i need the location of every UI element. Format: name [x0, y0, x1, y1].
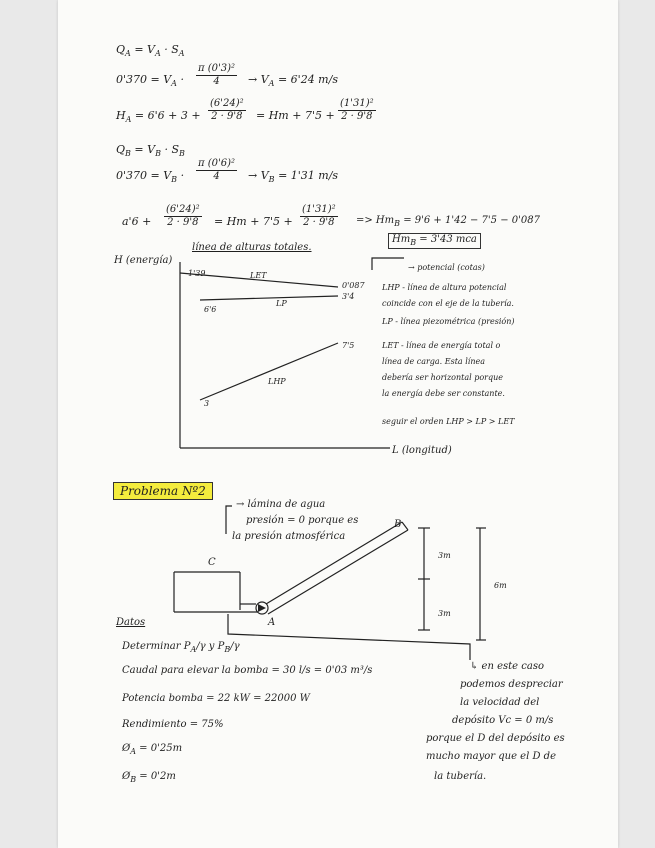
datos-heading: Datos [116, 617, 146, 628]
side-5: porque el D del depósito es [426, 733, 565, 744]
eq-energy-right: => $Hm_B = 9'6 + 1'42 - 7'5 - 0'087$ [356, 215, 540, 228]
annotation-1: → lámina de agua [236, 499, 326, 510]
graph-title: línea de alturas totales. [192, 242, 312, 253]
eq-energy-fraction-1: $\frac{\text{(6'24)²}}{2 \cdot 9'8}$ [166, 204, 200, 228]
note-7: la energía debe ser constante. [382, 389, 505, 398]
label-c: C [208, 557, 216, 568]
eq-ha-fraction-2: $\frac{\text{(1'31)²}}{2 \cdot 9'8}$ [340, 98, 374, 122]
datos-line-4: Rendimiento = 75% [122, 719, 224, 730]
eq-vb-left: $0'370 = V_B$ · [116, 169, 185, 185]
note-6: debería ser horizontal porque [382, 373, 504, 382]
eq-va-fraction: $\frac{\text{π (0'3)²}}{4}$ [198, 63, 236, 87]
eq-va-result: → $V_A = 6'24$ m/s [248, 73, 338, 89]
graph-val-139: 1'39 [188, 269, 206, 278]
leader-line [228, 614, 470, 660]
datos-line-6: $Ø_B = 0'2m$ [122, 771, 176, 784]
note-5: línea de carga. Esta línea [382, 357, 486, 366]
eq-qb: $Q_B = V_B \cdot S_B$ [116, 143, 185, 159]
pump-triangle [258, 604, 266, 612]
label-a: A [268, 617, 276, 628]
eq-vb-result: → $V_B = 1'31$ m/s [248, 169, 339, 185]
note-4: LET - línea de energía total o [382, 341, 501, 350]
eq-qa: $Q_A = V_A \cdot S_A$ [116, 43, 185, 59]
annotation-3: la presión atmosférica [232, 531, 346, 542]
graph-val-66: 6'6 [204, 305, 217, 314]
note-0: → potencial (cotas) [408, 263, 485, 272]
side-7: la tubería. [434, 771, 487, 782]
note-3: LP - línea piezométrica (presión) [382, 317, 515, 326]
eq-vb-fraction: $\frac{\text{π (0'6)²}}{4}$ [198, 158, 236, 182]
graph-val-75: 7'5 [342, 341, 355, 350]
datos-line-1: Determinar $P_A/\gamma$ y $P_B/\gamma$ [122, 641, 240, 654]
pipe-end [402, 522, 408, 530]
graph-y-label: H (energía) [114, 255, 173, 266]
eq-va-left: $0'370 = V_A$ · [116, 73, 184, 89]
dim-3m-top: 3m [438, 551, 451, 560]
note-1: LHP - línea de altura potencial [382, 283, 507, 292]
eq-energy-left: a'6 + [122, 215, 152, 228]
graph-val-0087: 0'087 [342, 281, 365, 290]
annotation-arrow [226, 506, 232, 534]
side-4: depósito Vc = 0 m/s [452, 715, 554, 726]
annotation-2: presión = 0 porque es [246, 515, 359, 526]
eq-ha-left: $H_A = 6'6 + 3$ + [116, 109, 201, 125]
side-2: podemos despreciar [460, 679, 563, 690]
problem-title: Problema Nº2 [113, 482, 213, 500]
result-box: $Hm_B = 3'43$ mca [388, 233, 481, 249]
pipe-incline-2 [268, 530, 408, 614]
dim-3m-bottom: 3m [438, 609, 451, 618]
side-3: la velocidad del [460, 697, 540, 708]
eq-energy-mid: = Hm + 7'5 + [214, 215, 293, 228]
note-2: coincide con el eje de la tubería. [382, 299, 514, 308]
graph-val-34: 3'4 [342, 292, 355, 301]
side-1: ↳ en este caso [470, 661, 544, 672]
graph-lhp-label: LHP [268, 377, 286, 386]
dim-6m: 6m [494, 581, 507, 590]
side-6: mucho mayor que el D de [426, 751, 556, 762]
graph-val-3: 3 [204, 399, 210, 408]
graph-lp-label: LP [276, 299, 287, 308]
eq-ha-fraction-1: $\frac{\text{(6'24)²}}{2 \cdot 9'8}$ [210, 98, 244, 122]
graph-x-label: L (longitud) [392, 445, 452, 456]
eq-ha-mid: = Hm + 7'5 + [256, 109, 335, 122]
label-b: B [394, 519, 402, 530]
datos-line-5: $Ø_A = 0'25m$ [122, 743, 183, 756]
note-8: seguir el orden LHP > LP > LET [382, 417, 515, 426]
datos-line-3: Potencia bomba = 22 kW = 22000 W [122, 693, 310, 704]
graph-let-label: LET [250, 271, 267, 280]
datos-line-2: Caudal para elevar la bomba = 30 l/s = 0'03 m³/s [122, 665, 373, 676]
eq-energy-fraction-2: $\frac{\text{(1'31)²}}{2 \cdot 9'8}$ [302, 204, 336, 228]
